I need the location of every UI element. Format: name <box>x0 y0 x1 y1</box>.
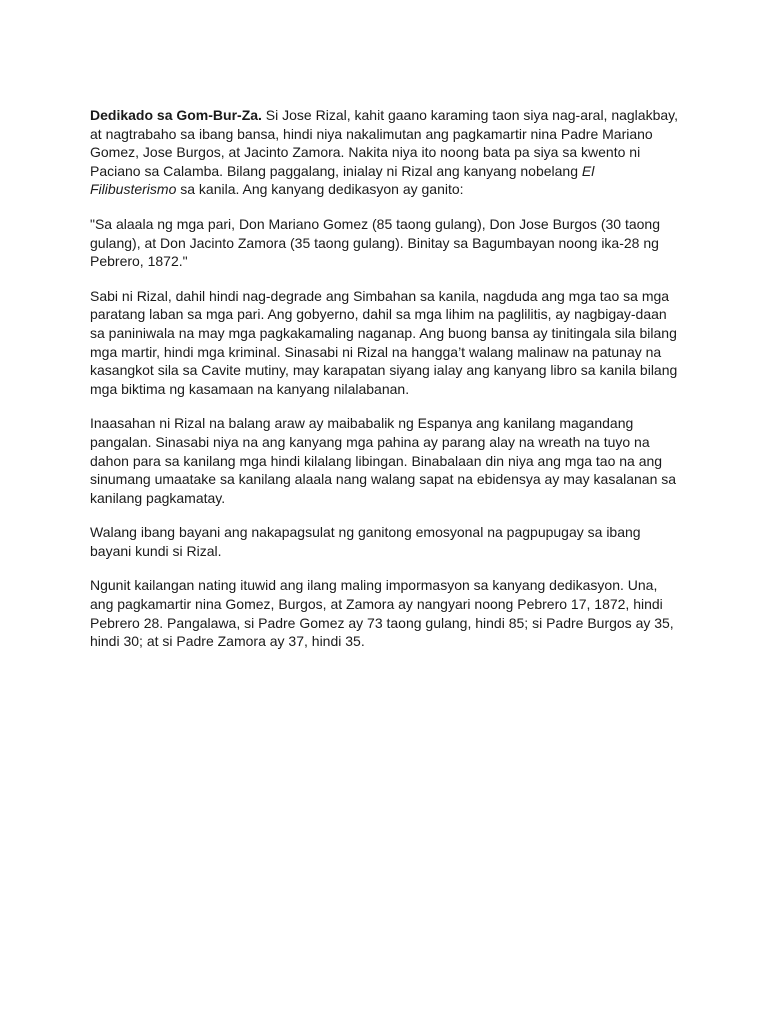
section-heading: Dedikado sa Gom-Bur-Za. <box>90 107 262 123</box>
paragraph-rizal-hope: Inaasahan ni Rizal na balang araw ay maibabalik ng Espanya ang kanilang magandang pangalan. Sinasabi niya na ang kanyang mga pahina ay parang alay na wreath na tuyo na dahon para sa kanilang mga hindi kilalang libingan. Binabalaan din niya ang mga tao na ang sinumang umaatake sa kanilang alaala nang walang sapat na ebidensya ay may kasalanan sa kanilang pagkamatay. <box>90 415 677 506</box>
intro-text-end: sa kanila. Ang kanyang dedikasyon ay ganito: <box>176 181 464 198</box>
paragraph-dedication-intro <box>90 106 682 199</box>
document-body <box>90 106 682 667</box>
paragraph-rizal-reasoning: Sabi ni Rizal, dahil hindi nag-degrade ang Simbahan sa kanila, nagduda ang mga tao sa mga paratang laban sa mga pari. Ang gobyerno, dahil sa mga lihim na paglilitis, ay nagbigay-daan sa paniniwala na may mga pagkakamaling naganap. Ang buong bansa ay tinitingala sila bilang mga martir, hindi mga kriminal. Sinasabi ni Rizal na hangga’t walang malinaw na patunay na kasangkot sila sa Cavite mutiny, may karapatan siyang ialay ang kanyang libro sa kanila bilang mga biktima ng kasamaan na kanyang nilalabanan. <box>90 287 678 397</box>
novel-title: El Filibusterismo <box>90 162 595 198</box>
paragraph-tribute: Walang ibang bayani ang nakapagsulat ng ganitong emosyonal na pagpupugay sa ibang bayani kundi si Rizal. <box>90 524 641 559</box>
paragraph-corrections: Ngunit kailangan nating ituwid ang ilang maling impormasyon sa kanyang dedikasyon. Una, ang pagkamartir nina Gomez, Burgos, at Zamora ay nangyari noong Pebrero 17, 1872, hindi Pebrero 28. Pangalawa, si Padre Gomez ay 73 taong gulang, hindi 85; si Padre Burgos ay 35, hindi 30; at si Padre Zamora ay 37, hindi 35. <box>90 577 674 650</box>
intro-text: Si Jose Rizal, kahit gaano karaming taon siya nag-aral, naglakbay, at nagtrabaho sa ibang bansa, hindi niya nakalimutan ang pagkamartir nina Padre Mariano Gomez, Jose Burgos, at Jacinto Zamora. Nakita niya ito noong bata pa siya sa kwento ni Paciano sa Calamba. Bilang paggalang, inialay ni Rizal ang kanyang nobelang <box>90 107 679 179</box>
paragraph-dedication-quote: "Sa alaala ng mga pari, Don Mariano Gomez (85 taong gulang), Don Jose Burgos (30 taong gulang), at Don Jacinto Zamora (35 taong gulang). Binitay sa Bagumbayan noong ika-28 ng Pebrero, 1872." <box>90 215 660 270</box>
